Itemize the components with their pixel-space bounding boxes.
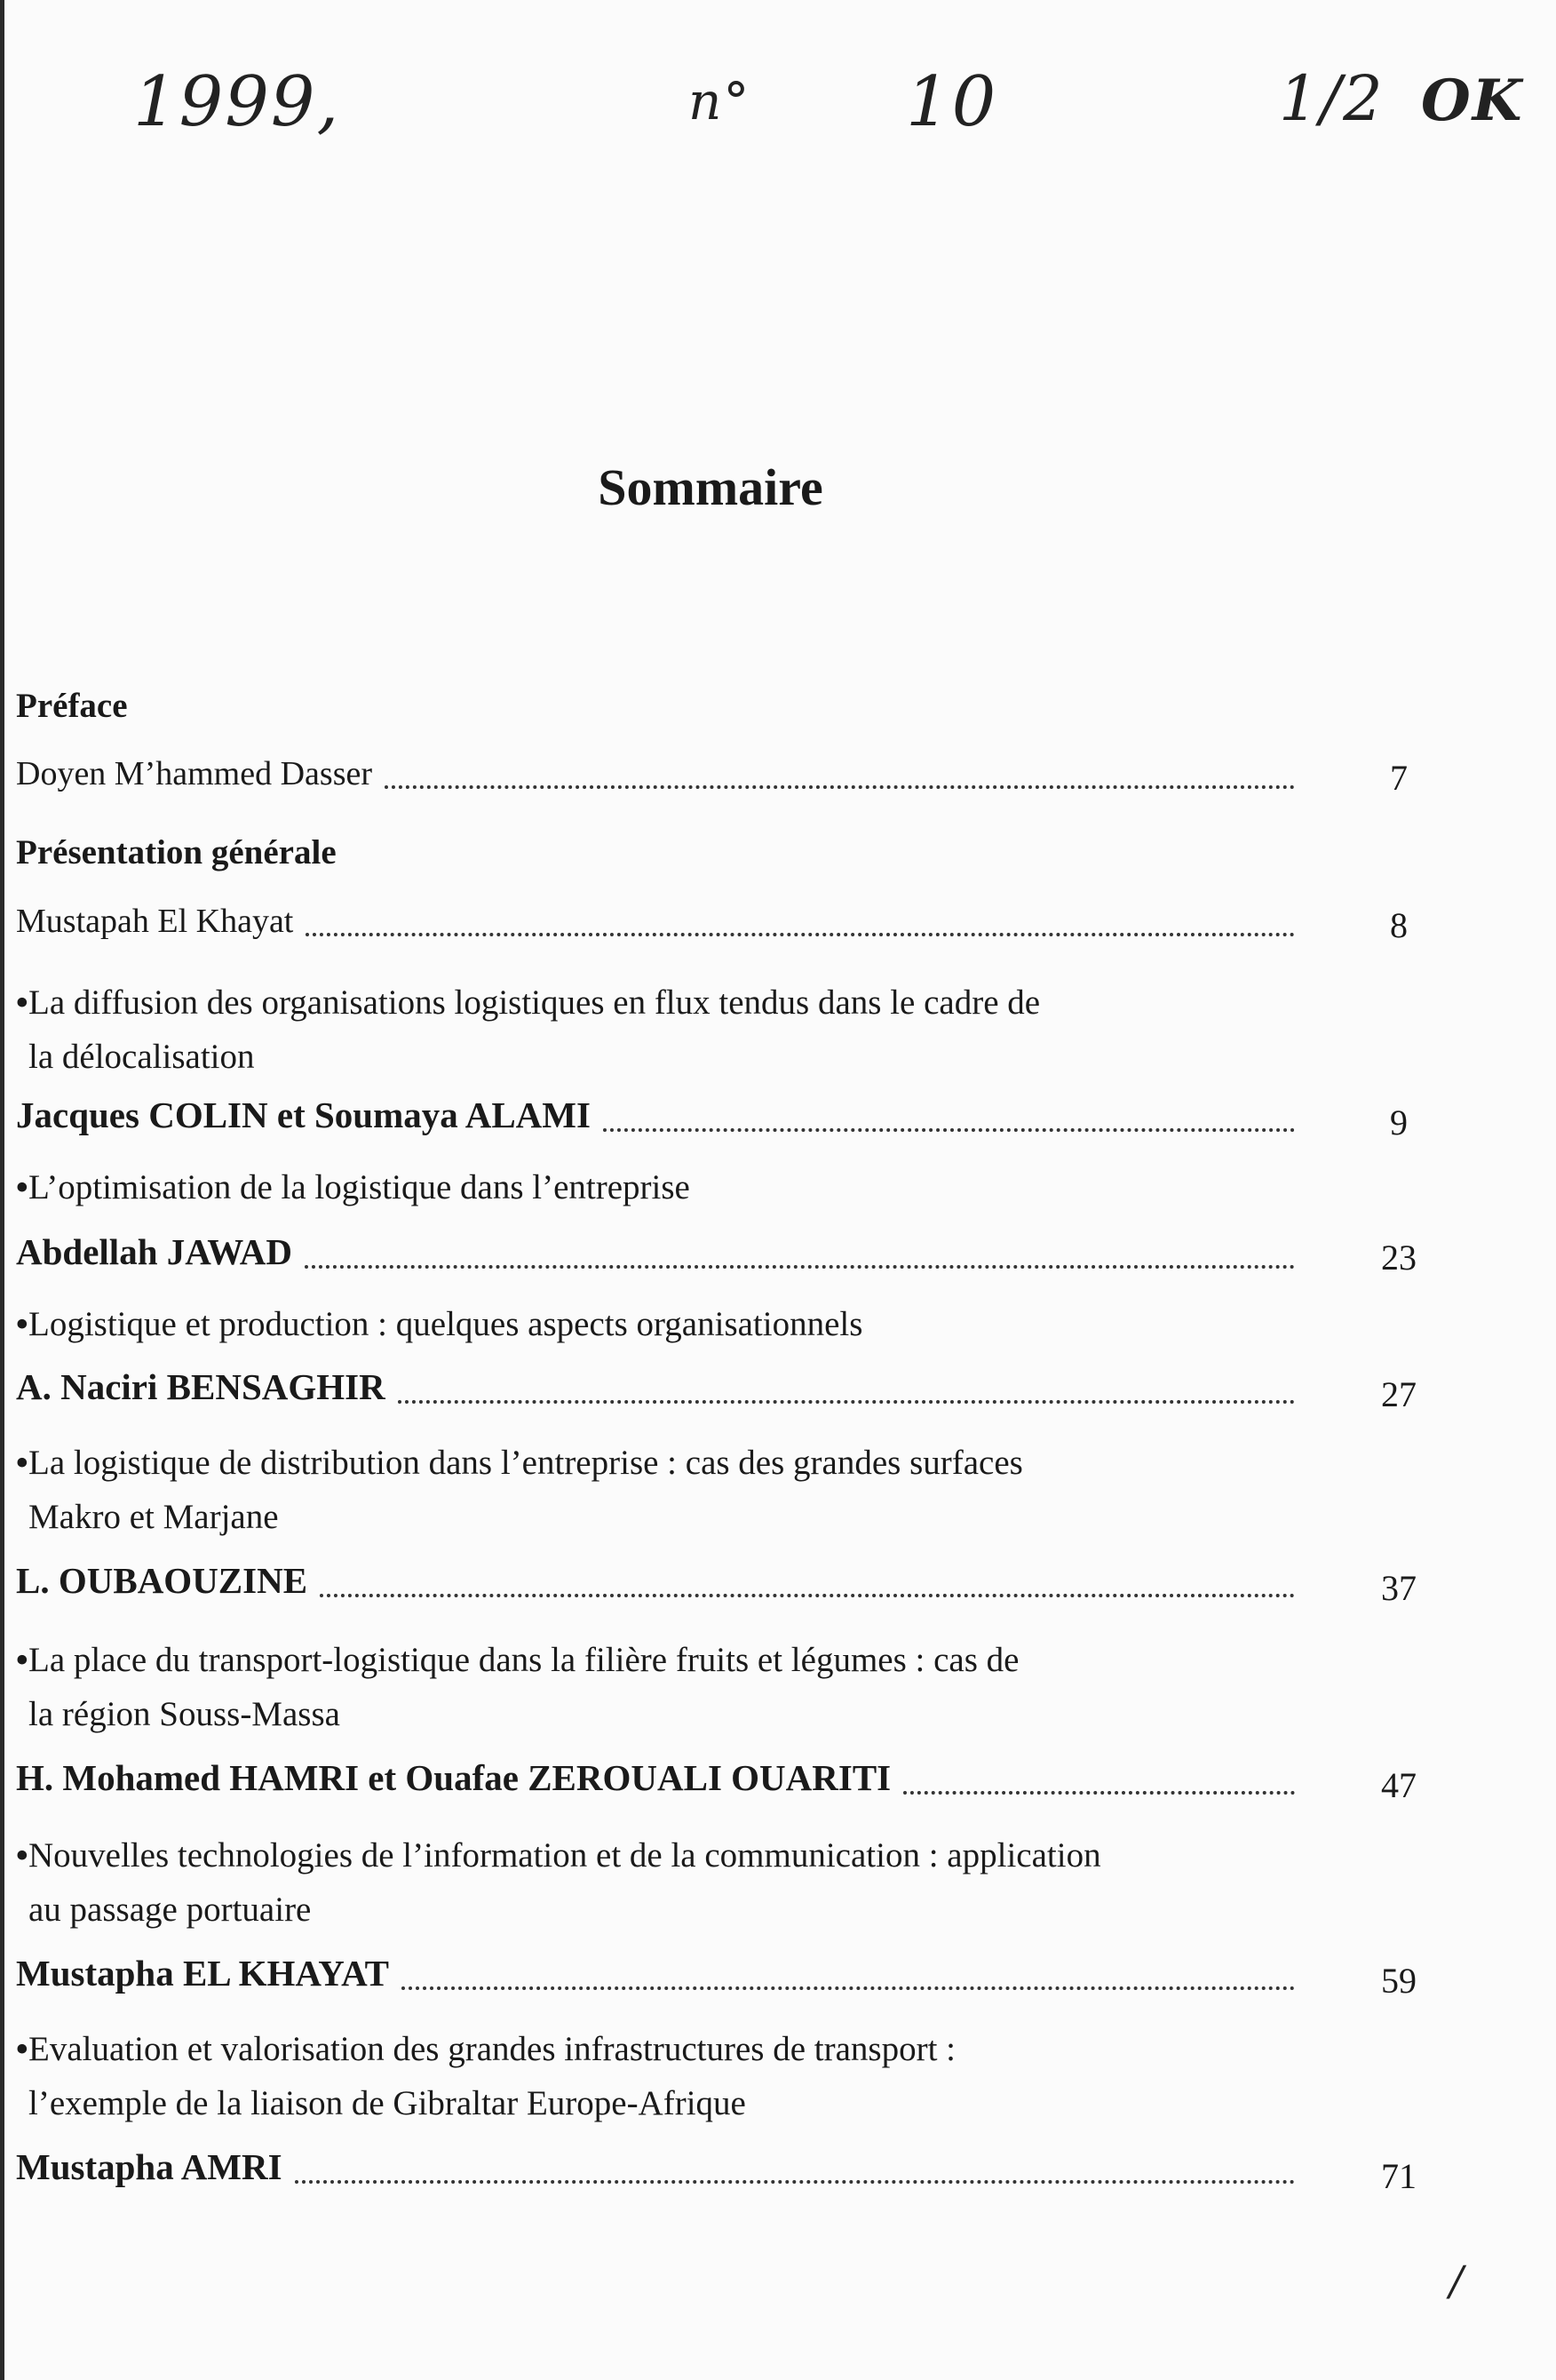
bullet-icon: • <box>16 983 28 1022</box>
article-author: Mustapha EL KHAYAT <box>16 1953 390 1994</box>
article-author: H. Mohamed HAMRI et Ouafae ZEROUALI OUARITI <box>16 1757 892 1798</box>
dot-leader <box>401 1986 1295 1990</box>
article-page-number: 37 <box>1381 1568 1417 1608</box>
handwritten-fraction: 1/2 <box>1279 62 1385 135</box>
dot-leader <box>385 785 1295 789</box>
preface-entry <box>16 744 1304 794</box>
article-title: •La logistique de distribution dans l’entreprise : cas des grandes surfaces Makro et Marjane <box>16 1436 1348 1544</box>
bullet-icon: • <box>16 2030 28 2068</box>
handwritten-year: 1999, <box>133 62 341 142</box>
bullet-icon: • <box>16 1444 28 1482</box>
article-title: •Evaluation et valorisation des grandes infrastructures de transport : l’exemple de la liaison de Gibraltar Europe-Afrique <box>16 2022 1348 2130</box>
article-author-entry <box>16 2139 1304 2189</box>
article-author-entry <box>16 1224 1304 1274</box>
article-author: Jacques COLIN et Soumaya ALAMI <box>16 1094 591 1135</box>
preface-author: Doyen M’hammed Dasser <box>16 755 373 792</box>
article-author-entry <box>16 1946 1304 1995</box>
article-title: •Logistique et production : quelques aspects organisationnels <box>16 1297 1348 1351</box>
article-author-entry <box>16 1750 1304 1800</box>
article-author-entry <box>16 1359 1304 1409</box>
article-title: •La place du transport-logistique dans la filière fruits et légumes : cas de la région Souss-Massa <box>16 1633 1348 1741</box>
dot-leader <box>295 2180 1295 2184</box>
article-title: •L’optimisation de la logistique dans l’entreprise <box>16 1160 1348 1214</box>
preface-page-number: 7 <box>1390 758 1408 798</box>
presentation-page-number: 8 <box>1390 905 1408 945</box>
presentation-author: Mustapah El Khayat <box>16 903 294 940</box>
bullet-icon: • <box>16 1836 28 1875</box>
article-author: L. OUBAOUZINE <box>16 1560 308 1601</box>
page-title: Sommaire <box>598 458 823 516</box>
dot-leader <box>306 933 1295 936</box>
dot-leader <box>305 1265 1295 1269</box>
dot-leader <box>320 1594 1295 1597</box>
article-author: Abdellah JAWAD <box>16 1231 292 1272</box>
article-page-number: 47 <box>1381 1765 1417 1805</box>
handwritten-corner-mark: / <box>1449 2257 1465 2304</box>
handwritten-issue-number: 10 <box>906 62 998 142</box>
bullet-icon: • <box>16 1641 28 1679</box>
dot-leader <box>398 1400 1295 1404</box>
article-page-number: 71 <box>1381 2156 1417 2196</box>
article-page-number: 27 <box>1381 1374 1417 1414</box>
article-author-entry <box>16 1553 1304 1603</box>
handwritten-issue-label: n° <box>688 71 751 131</box>
article-page-number: 23 <box>1381 1238 1417 1278</box>
article-page-number: 59 <box>1381 1961 1417 2001</box>
page-left-edge <box>0 0 4 2380</box>
article-title: •Nouvelles technologies de l’information et de la communication : application au passage portuaire <box>16 1828 1348 1937</box>
presentation-entry <box>16 892 1304 942</box>
handwritten-ok: OK <box>1421 68 1524 134</box>
dot-leader <box>903 1791 1295 1795</box>
article-author-entry <box>16 1087 1304 1137</box>
bullet-icon: • <box>16 1305 28 1343</box>
article-title: •La diffusion des organisations logistiques en flux tendus dans le cadre de la délocalisation <box>16 975 1348 1084</box>
dot-leader <box>603 1128 1295 1132</box>
bullet-icon: • <box>16 1168 28 1206</box>
article-page-number: 9 <box>1390 1102 1408 1142</box>
article-author: A. Naciri BENSAGHIR <box>16 1366 385 1407</box>
presentation-heading: Présentation générale <box>16 833 337 872</box>
article-author: Mustapha AMRI <box>16 2146 282 2187</box>
preface-heading: Préface <box>16 687 128 725</box>
